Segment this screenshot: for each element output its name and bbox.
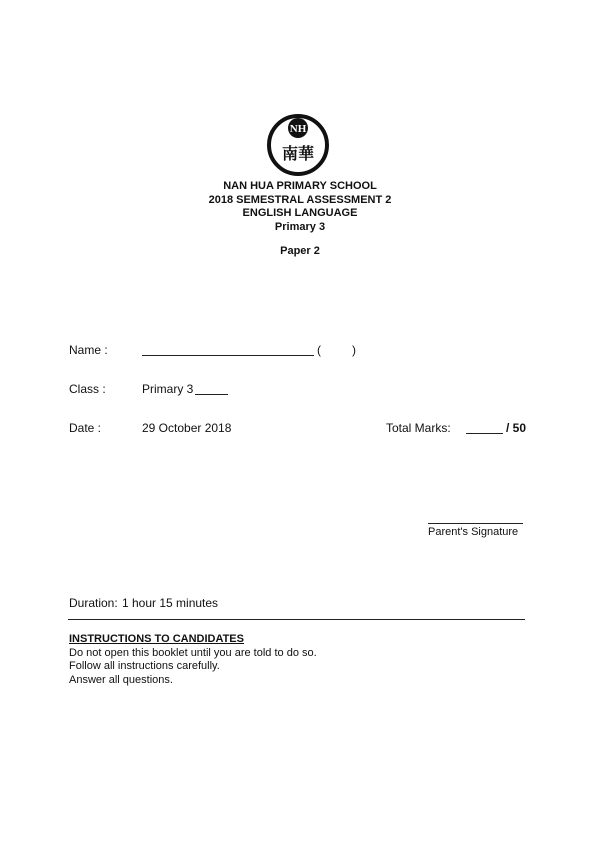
section-divider <box>68 619 525 620</box>
date-label: Date : <box>69 421 102 435</box>
class-value: Primary 3 <box>142 382 194 396</box>
class-blank[interactable] <box>195 394 228 395</box>
instructions-heading: INSTRUCTIONS TO CANDIDATES <box>69 633 244 645</box>
total-marks-blank[interactable] <box>466 433 503 434</box>
duration-value: 1 hour 15 minutes <box>122 596 219 610</box>
school-name: NAN HUA PRIMARY SCHOOL <box>223 180 377 192</box>
assessment-title: 2018 SEMESTRAL ASSESSMENT 2 <box>208 193 392 206</box>
logo-chinese-name: 南華 <box>281 144 315 163</box>
total-marks-suffix: / 50 <box>506 421 527 435</box>
logo-monogram: NH <box>289 123 307 135</box>
name-label: Name : <box>69 343 108 357</box>
name-paren-open: ( <box>317 343 321 357</box>
level-title: Primary 3 <box>274 220 326 233</box>
paper-header <box>0 180 600 259</box>
instruction-line: Follow all instructions carefully. <box>69 660 220 672</box>
subject-title: ENGLISH LANGUAGE <box>242 207 358 219</box>
instructions-block <box>69 633 317 687</box>
school-logo <box>266 113 330 177</box>
class-label: Class : <box>69 382 106 396</box>
paper-number: Paper 2 <box>280 245 320 257</box>
date-value: 29 October 2018 <box>142 421 232 435</box>
duration-label: Duration: <box>69 596 118 610</box>
total-marks-label: Total Marks: <box>386 421 451 435</box>
instruction-line: Do not open this booklet until you are told to do so. <box>69 646 317 659</box>
name-paren-close: ) <box>352 343 356 357</box>
instruction-line: Answer all questions. <box>69 673 173 686</box>
parent-signature-line[interactable] <box>428 523 523 524</box>
parent-signature-label: Parent's Signature <box>428 526 519 538</box>
school-logo-emblem <box>266 113 330 177</box>
name-blank[interactable] <box>142 355 314 356</box>
